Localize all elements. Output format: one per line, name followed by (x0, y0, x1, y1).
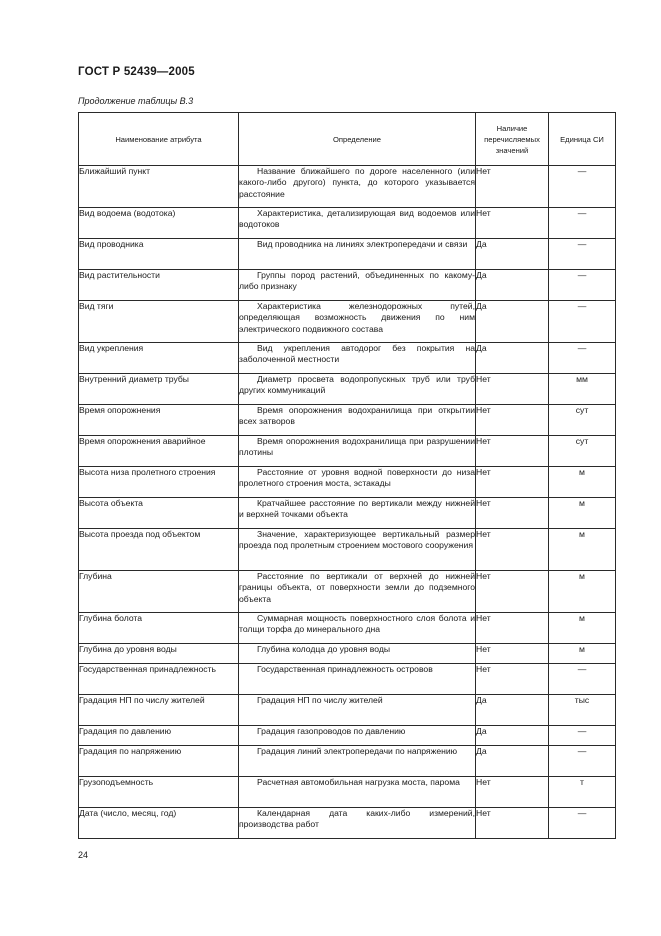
definition-text: Градация газопроводов по давлению (257, 726, 406, 736)
definition-cell (239, 613, 476, 644)
enum-cell: Да (476, 726, 549, 746)
definition-text: Значение, характеризующее вертикальный размер проезда под пролетным строением мостового сооружения (239, 529, 475, 551)
table-row (79, 239, 616, 270)
unit-cell: мм (549, 374, 616, 405)
unit-cell: — (549, 726, 616, 746)
table-row (79, 664, 616, 695)
unit-cell: — (549, 664, 616, 695)
definition-cell (239, 467, 476, 498)
unit-cell: т (549, 777, 616, 808)
unit-cell: м (549, 529, 616, 571)
unit-cell: сут (549, 436, 616, 467)
enum-cell: Нет (476, 166, 549, 208)
attribute-name-cell: Вид укрепления (79, 343, 239, 374)
attribute-name-cell: Государственная принадлежность (79, 664, 239, 695)
definition-cell (239, 777, 476, 808)
definition-text: Градация НП по числу жителей (257, 695, 383, 705)
attribute-name-cell: Глубина болота (79, 613, 239, 644)
definition-text: Градация линий электропередачи по напряжению (257, 746, 458, 756)
attribute-name-cell: Высота низа пролетного строения (79, 467, 239, 498)
definition-cell (239, 529, 476, 571)
definition-text: Государственная принадлежность островов (257, 664, 433, 674)
enum-cell: Нет (476, 777, 549, 808)
column-header-unit: Единица СИ (549, 113, 616, 166)
definition-text: Глубина колодца до уровня воды (257, 644, 391, 654)
definition-cell (239, 746, 476, 777)
enum-cell: Да (476, 695, 549, 726)
unit-cell: м (549, 498, 616, 529)
definition-cell (239, 726, 476, 746)
table-row (79, 405, 616, 436)
attribute-name-cell: Вид проводника (79, 239, 239, 270)
enum-cell: Нет (476, 208, 549, 239)
definition-cell (239, 571, 476, 613)
attribute-name-cell: Высота объекта (79, 498, 239, 529)
definition-cell (239, 498, 476, 529)
unit-cell: — (549, 166, 616, 208)
table-row (79, 777, 616, 808)
attribute-name-cell: Глубина до уровня воды (79, 644, 239, 664)
table-row (79, 644, 616, 664)
definition-text: Вид проводника на линиях электропередачи и связи (257, 239, 468, 249)
unit-cell: — (549, 301, 616, 343)
definition-cell (239, 239, 476, 270)
definition-text: Вид укрепления автодорог без покрытия на заболоченной местности (239, 343, 475, 365)
table-row (79, 695, 616, 726)
definition-cell (239, 644, 476, 664)
table-row (79, 270, 616, 301)
definition-text: Группы пород растений, объединенных по какому-либо признаку (239, 270, 475, 292)
attribute-name-cell: Глубина (79, 571, 239, 613)
unit-cell: — (549, 270, 616, 301)
definition-text: Время опорожнения водохранилища при открытии всех затворов (239, 405, 475, 427)
enum-cell: Нет (476, 405, 549, 436)
table-row (79, 498, 616, 529)
enum-cell: Нет (476, 808, 549, 839)
definition-text: Время опорожнения водохранилища при разрушении плотины (239, 436, 475, 458)
attribute-name-cell: Вид тяги (79, 301, 239, 343)
definition-cell (239, 166, 476, 208)
enum-cell: Нет (476, 571, 549, 613)
table-row (79, 208, 616, 239)
page-number: 24 (78, 850, 89, 860)
attribute-name-cell: Ближайший пункт (79, 166, 239, 208)
table-row (79, 166, 616, 208)
attribute-name-cell: Градация по напряжению (79, 746, 239, 777)
definition-text: Характеристика, детализирующая вид водоемов или водотоков (239, 208, 475, 230)
table-row (79, 746, 616, 777)
definition-text: Расчетная автомобильная нагрузка моста, парома (257, 777, 460, 787)
table-row (79, 436, 616, 467)
definition-cell (239, 270, 476, 301)
enum-cell: Нет (476, 436, 549, 467)
table-body (79, 166, 616, 839)
enum-cell: Нет (476, 374, 549, 405)
definition-cell (239, 808, 476, 839)
definition-cell (239, 405, 476, 436)
definition-cell (239, 208, 476, 239)
enum-cell: Да (476, 239, 549, 270)
enum-cell: Нет (476, 498, 549, 529)
unit-cell: м (549, 644, 616, 664)
definition-cell (239, 664, 476, 695)
enum-cell: Нет (476, 644, 549, 664)
definition-cell (239, 436, 476, 467)
unit-cell: — (549, 343, 616, 374)
unit-cell: м (549, 613, 616, 644)
enum-cell: Да (476, 343, 549, 374)
definition-text: Кратчайшее расстояние по вертикали между нижней и верхней точками объекта (239, 498, 475, 520)
attribute-name-cell: Грузоподъемность (79, 777, 239, 808)
enum-cell: Да (476, 301, 549, 343)
attribute-name-cell: Время опорожнения (79, 405, 239, 436)
unit-cell: сут (549, 405, 616, 436)
enum-cell: Нет (476, 613, 549, 644)
definition-text: Характеристика железнодорожных путей, определяющая возможность движения по ним электрического подвижного состава (239, 301, 475, 334)
attribute-name-cell: Вид водоема (водотока) (79, 208, 239, 239)
attribute-name-cell: Вид растительности (79, 270, 239, 301)
enum-cell: Нет (476, 467, 549, 498)
definition-cell (239, 374, 476, 405)
table-row (79, 808, 616, 839)
attribute-name-cell: Градация НП по числу жителей (79, 695, 239, 726)
attribute-name-cell: Внутренний диаметр трубы (79, 374, 239, 405)
table-row (79, 301, 616, 343)
table-row (79, 529, 616, 571)
unit-cell: — (549, 808, 616, 839)
definition-text: Расстояние от уровня водной поверхности до низа пролетного строения моста, эстакады (239, 467, 475, 489)
table-row (79, 467, 616, 498)
table-row (79, 374, 616, 405)
unit-cell: — (549, 239, 616, 270)
enum-cell: Нет (476, 664, 549, 695)
attribute-name-cell: Дата (число, месяц, год) (79, 808, 239, 839)
table-row (79, 343, 616, 374)
table-row (79, 726, 616, 746)
table-row (79, 613, 616, 644)
column-header-enum: Наличие перечисляемых значений (476, 113, 549, 166)
unit-cell: тыс (549, 695, 616, 726)
definition-cell (239, 695, 476, 726)
attributes-table (78, 112, 616, 839)
enum-cell: Да (476, 270, 549, 301)
definition-text: Суммарная мощность поверхностного слоя болота и толщи торфа до минерального дна (239, 613, 475, 635)
definition-text: Название ближайшего по дороге населенного (или какого-либо другого) пункта, до которого указывается расстояние (239, 166, 475, 199)
definition-text: Диаметр просвета водопропускных труб или труб других коммуникаций (239, 374, 475, 396)
unit-cell: м (549, 571, 616, 613)
unit-cell: — (549, 746, 616, 777)
definition-text: Календарная дата каких-либо измерений, производства работ (239, 808, 475, 830)
document-title: ГОСТ Р 52439—2005 (78, 66, 195, 78)
definition-cell (239, 343, 476, 374)
enum-cell: Нет (476, 529, 549, 571)
attribute-name-cell: Градация по давлению (79, 726, 239, 746)
column-header-name: Наименование атрибута (79, 113, 239, 166)
definition-cell (239, 301, 476, 343)
column-header-definition: Определение (239, 113, 476, 166)
table-header-row (79, 113, 616, 166)
table-caption: Продолжение таблицы В.3 (78, 96, 194, 106)
table-row (79, 571, 616, 613)
enum-cell: Да (476, 746, 549, 777)
definition-text: Расстояние по вертикали от верхней до нижней границы объекта, от поверхности земли до подземного объекта (239, 571, 475, 604)
unit-cell: — (549, 208, 616, 239)
unit-cell: м (549, 467, 616, 498)
attribute-name-cell: Высота проезда под объектом (79, 529, 239, 571)
attribute-name-cell: Время опорожнения аварийное (79, 436, 239, 467)
